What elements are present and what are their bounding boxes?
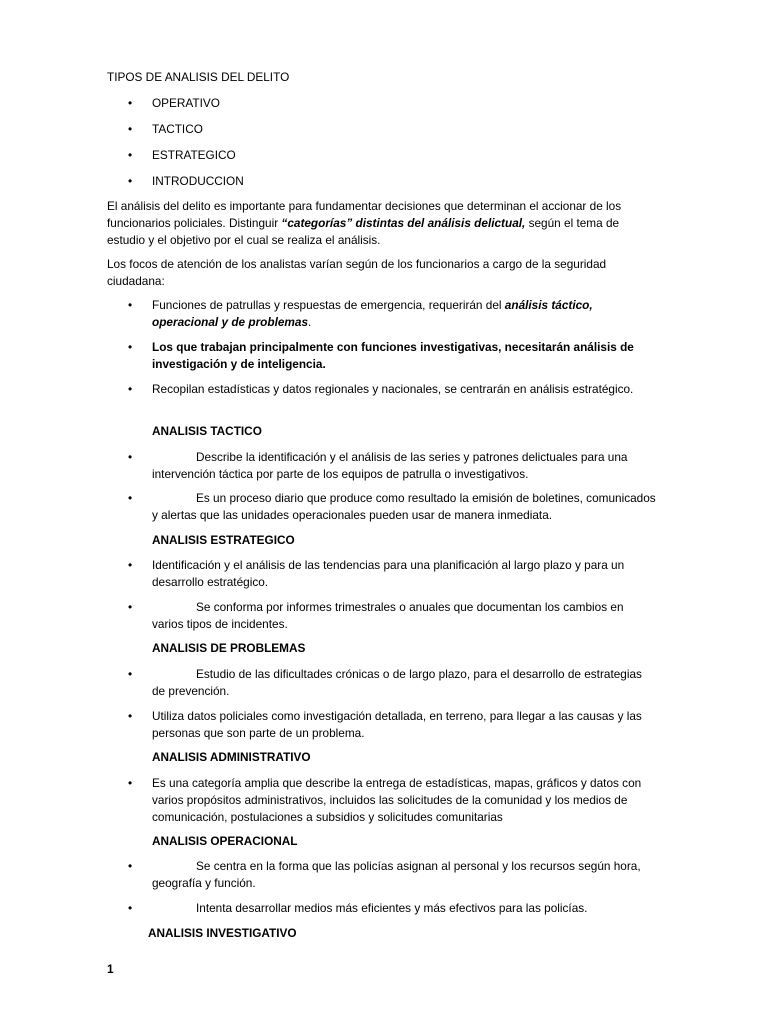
focus-item-tail: .	[308, 315, 312, 329]
bullet-marker: •	[128, 901, 133, 915]
bullet-marker: •	[128, 776, 133, 790]
section-list-item: Intenta desarrollar medios más eficientes y más efectivos para las policías.	[196, 901, 588, 915]
intro-list-item: OPERATIVO	[152, 96, 220, 110]
focus-list-item	[152, 297, 657, 331]
intro-paragraph-text: según el tema de estudio y el objetivo por el cual se realiza el análisis.	[107, 216, 620, 247]
bullet-marker: •	[128, 859, 133, 873]
bullet-marker: •	[128, 667, 133, 681]
intro-list-item: ESTRATEGICO	[152, 148, 236, 162]
document-title: TIPOS DE ANALISIS DEL DELITO	[107, 70, 290, 84]
section-list-item: Es un proceso diario que produce como resultado la emisión de boletines, comunicados y alertas que las unidades operacionales pueden usar de manera inmediata.	[152, 491, 656, 522]
section-heading: ANALISIS DE PROBLEMAS	[152, 641, 306, 655]
bullet-marker: •	[128, 298, 133, 312]
section-list-item: Se centra en la forma que las policías asignan al personal y los recursos según hora, geografía y función.	[152, 859, 641, 890]
bullet-marker: •	[128, 450, 133, 464]
intro-list-item: TACTICO	[152, 122, 203, 136]
section-heading: ANALISIS TACTICO	[152, 424, 262, 438]
bullet-marker: •	[128, 340, 133, 354]
section-list-item: Describe la identificación y el análisis de las series y patrones delictuales para una intervención táctica por parte de los equipos de patrulla o investigativos.	[152, 450, 628, 481]
bullet-marker: •	[128, 709, 133, 723]
bullet-marker: •	[128, 558, 133, 572]
section-heading: ANALISIS INVESTIGATIVO	[148, 926, 297, 940]
focus-list-item: Recopilan estadísticas y datos regionales y nacionales, se centrarán en análisis estratégico.	[152, 382, 634, 396]
section-list-item: Se conforma por informes trimestrales o anuales que documentan los cambios en varios tipos de incidentes.	[152, 600, 624, 631]
section-list-item: Utiliza datos policiales como investigación detallada, en terreno, para llegar a las causas y las personas que son parte de un problema.	[152, 709, 642, 740]
focus-list-item: Los que trabajan principalmente con funciones investigativas, necesitarán análisis de investigación y de inteligencia.	[152, 340, 634, 371]
focus-item-text: Funciones de patrullas y respuestas de emergencia, requerirán del	[152, 298, 505, 312]
focus-paragraph: Los focos de atención de los analistas varían según de los funcionarios a cargo de la seguridad ciudadana:	[107, 257, 607, 288]
section-heading: ANALISIS ADMINISTRATIVO	[152, 750, 311, 764]
page-number: 1	[107, 962, 114, 976]
focus-item-emphasis: análisis táctico, operacional y de problemas	[152, 298, 593, 329]
bullet-marker: •	[128, 96, 133, 110]
bullet-marker: •	[128, 491, 133, 505]
bullet-marker: •	[128, 122, 133, 136]
bullet-marker: •	[128, 148, 133, 162]
intro-paragraph	[107, 198, 660, 249]
section-list-item: Es una categoría amplia que describe la entrega de estadísticas, mapas, gráficos y datos con varios propósitos administrativos, incluidos las solicitudes de la comunidad y los medios de comunicación, postulaciones a subsidios y solicitudes comunitarias	[152, 776, 642, 824]
intro-list-item: INTRODUCCION	[152, 174, 244, 188]
intro-paragraph-emphasis: “categorías” distintas del análisis delictual,	[281, 216, 526, 230]
section-list-item: Estudio de las dificultades crónicas o de largo plazo, para el desarrollo de estrategias de prevención.	[152, 667, 642, 698]
bullet-marker: •	[128, 600, 133, 614]
intro-paragraph-text: El análisis del delito es importante para fundamentar decisiones que determinan el accionar de los funcionarios policiales. Distinguir	[107, 199, 622, 230]
section-list-item: Identificación y el análisis de las tendencias para una planificación al largo plazo y para un desarrollo estratégico.	[152, 558, 625, 589]
bullet-marker: •	[128, 174, 133, 188]
bullet-marker: •	[128, 382, 133, 396]
section-heading: ANALISIS OPERACIONAL	[152, 834, 298, 848]
section-heading: ANALISIS ESTRATEGICO	[152, 533, 295, 547]
